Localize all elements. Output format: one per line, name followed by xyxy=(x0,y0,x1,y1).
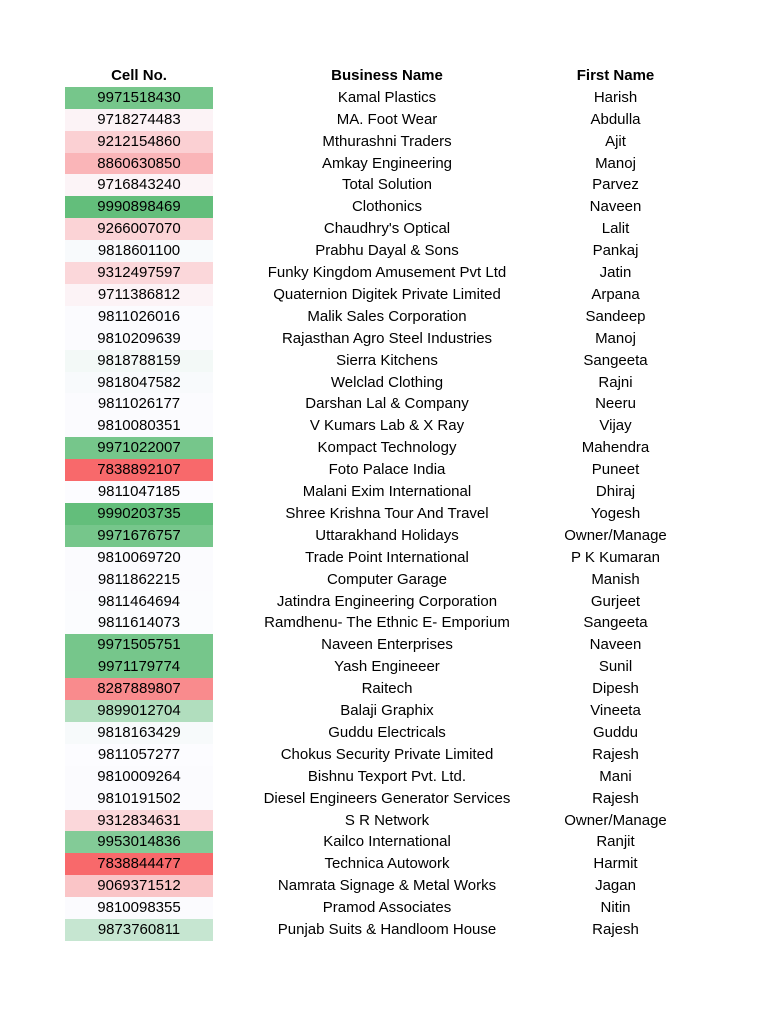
first-name: Gurjeet xyxy=(590,592,641,610)
table-row xyxy=(0,415,768,437)
cell-no: 9953014836 xyxy=(65,831,213,853)
business-name: Chokus Security Private Limited xyxy=(280,745,494,763)
table-row xyxy=(0,722,768,744)
first-name: Naveen xyxy=(589,198,642,216)
table-body xyxy=(0,87,768,947)
first-name: Sandeep xyxy=(585,307,646,325)
business-name: Trade Point International xyxy=(305,548,469,566)
business-name: Quaternion Digitek Private Limited xyxy=(273,285,501,303)
cell-no: 8860630850 xyxy=(65,153,213,175)
business-name: Bishnu Texport Pvt. Ltd. xyxy=(307,767,467,785)
business-name: Yash Engineeer xyxy=(334,658,440,676)
cell-no: 9266007070 xyxy=(65,218,213,240)
business-name: V Kumars Lab & X Ray xyxy=(309,417,465,435)
first-name: Manoj xyxy=(595,329,636,347)
cell-no: 9899012704 xyxy=(65,700,213,722)
business-name: Amkay Engineering xyxy=(321,154,453,172)
table-row xyxy=(0,612,768,634)
header-first-name: First Name xyxy=(576,67,655,84)
business-name: Kamal Plastics xyxy=(337,88,437,106)
table-row xyxy=(0,744,768,766)
business-name: Foto Palace India xyxy=(328,461,446,479)
first-name: Rajni xyxy=(598,373,633,391)
cell-no: 9716843240 xyxy=(65,174,213,196)
business-name: Malani Exim International xyxy=(302,483,472,501)
cell-no: 7838844477 xyxy=(65,853,213,875)
header-business-name: Business Name xyxy=(331,67,443,84)
table-row xyxy=(0,109,768,131)
first-name: Sangeeta xyxy=(583,614,648,632)
table-row xyxy=(0,810,768,832)
table-row xyxy=(0,131,768,153)
first-name: Puneet xyxy=(591,461,640,479)
table-row xyxy=(0,196,768,218)
table-row xyxy=(0,503,768,525)
business-name: Malik Sales Corporation xyxy=(307,307,467,325)
first-name: Pankaj xyxy=(592,242,639,260)
first-name: Rajesh xyxy=(592,921,639,939)
first-name: Arpana xyxy=(591,285,640,303)
table-row xyxy=(0,328,768,350)
cell-no: 9212154860 xyxy=(65,131,213,153)
cell-no: 9811464694 xyxy=(65,591,213,613)
table-row xyxy=(0,87,768,109)
cell-no: 9971505751 xyxy=(65,634,213,656)
business-name: Naveen Enterprises xyxy=(321,636,453,654)
cell-no: 9711386812 xyxy=(65,284,213,306)
table-row xyxy=(0,525,768,547)
table-row xyxy=(0,897,768,919)
table-row xyxy=(0,262,768,284)
table-row xyxy=(0,240,768,262)
cell-no: 9990203735 xyxy=(65,503,213,525)
business-name: Jatindra Engineering Corporation xyxy=(276,592,498,610)
first-name: Nitin xyxy=(600,899,631,917)
table-row xyxy=(0,591,768,613)
table-row xyxy=(0,919,768,941)
table-row xyxy=(0,284,768,306)
first-name: Mani xyxy=(599,767,632,785)
table-row xyxy=(0,393,768,415)
table-row xyxy=(0,481,768,503)
cell-no: 9811057277 xyxy=(65,744,213,766)
cell-no: 9811026177 xyxy=(65,393,213,415)
business-name: Mthurashni Traders xyxy=(322,132,452,150)
first-name: Guddu xyxy=(592,723,639,741)
cell-no: 9810069720 xyxy=(65,547,213,569)
business-name: Welclad Clothing xyxy=(330,373,444,391)
table-row xyxy=(0,174,768,196)
business-name: Technica Autowork xyxy=(324,855,450,873)
business-name: Balaji Graphix xyxy=(340,702,434,720)
table-row xyxy=(0,875,768,897)
table-row xyxy=(0,306,768,328)
table-row xyxy=(0,350,768,372)
table-row xyxy=(0,153,768,175)
business-name: Punjab Suits & Handloom House xyxy=(277,921,497,939)
first-name: Naveen xyxy=(589,636,642,654)
business-name: Kailco International xyxy=(323,833,451,851)
header-row xyxy=(0,65,768,87)
cell-no: 9312834631 xyxy=(65,810,213,832)
cell-no: 9971022007 xyxy=(65,437,213,459)
first-name: Rajesh xyxy=(592,789,639,807)
first-name: Rajesh xyxy=(592,745,639,763)
first-name: Jagan xyxy=(595,877,636,895)
first-name: Lalit xyxy=(601,220,630,238)
cell-no: 9810098355 xyxy=(65,897,213,919)
first-name: Harmit xyxy=(593,855,638,873)
cell-no: 9818047582 xyxy=(65,372,213,394)
cell-no: 9810191502 xyxy=(65,788,213,810)
cell-no: 9811862215 xyxy=(65,569,213,591)
first-name: P K Kumaran xyxy=(571,548,660,566)
header-cell-no: Cell No. xyxy=(111,67,167,84)
first-name: Parvez xyxy=(592,176,639,194)
business-name: Uttarakhand Holidays xyxy=(315,526,459,544)
first-name: Vineeta xyxy=(590,702,641,720)
cell-no: 9718274483 xyxy=(65,109,213,131)
cell-no: 9810209639 xyxy=(65,328,213,350)
first-name: Yogesh xyxy=(590,504,641,522)
table-row xyxy=(0,831,768,853)
table-row xyxy=(0,656,768,678)
cell-no: 8287889807 xyxy=(65,678,213,700)
cell-no: 9971179774 xyxy=(65,656,213,678)
cell-no: 9811047185 xyxy=(65,481,213,503)
first-name: Neeru xyxy=(595,395,636,413)
business-name: Computer Garage xyxy=(326,570,448,588)
business-name: Prabhu Dayal & Sons xyxy=(315,242,459,260)
business-name: Sierra Kitchens xyxy=(336,351,438,369)
first-name: Ajit xyxy=(605,132,626,150)
table-row xyxy=(0,372,768,394)
table-row xyxy=(0,218,768,240)
cell-no: 9810080351 xyxy=(65,415,213,437)
first-name: Manish xyxy=(591,570,640,588)
first-name: Mahendra xyxy=(581,439,650,457)
business-name: Chaudhry's Optical xyxy=(323,220,451,238)
first-name: Dipesh xyxy=(592,680,639,698)
business-name: Total Solution xyxy=(341,176,433,194)
first-name: Vijay xyxy=(599,417,632,435)
first-name: Manoj xyxy=(595,154,636,172)
first-name: Abdulla xyxy=(590,110,641,128)
business-name: Rajasthan Agro Steel Industries xyxy=(281,329,493,347)
table-row xyxy=(0,853,768,875)
first-name: Owner/Manage xyxy=(564,526,667,544)
business-name: Raitech xyxy=(361,680,413,698)
table-row xyxy=(0,700,768,722)
cell-no: 9818788159 xyxy=(65,350,213,372)
cell-no: 9818601100 xyxy=(65,240,213,262)
business-name: S R Network xyxy=(344,811,430,829)
first-name: Sunil xyxy=(598,658,633,676)
business-name: Funky Kingdom Amusement Pvt Ltd xyxy=(267,264,507,282)
table-row xyxy=(0,547,768,569)
cell-no: 9811614073 xyxy=(65,612,213,634)
table-row xyxy=(0,678,768,700)
cell-no: 9069371512 xyxy=(65,875,213,897)
table-row xyxy=(0,569,768,591)
business-name: MA. Foot Wear xyxy=(336,110,438,128)
business-name: Namrata Signage & Metal Works xyxy=(277,877,497,895)
first-name: Dhiraj xyxy=(595,483,636,501)
table-row xyxy=(0,634,768,656)
table-row xyxy=(0,766,768,788)
business-name: Darshan Lal & Company xyxy=(305,395,469,413)
table-row xyxy=(0,788,768,810)
cell-no: 7838892107 xyxy=(65,459,213,481)
cell-no: 9873760811 xyxy=(65,919,213,941)
business-name: Diesel Engineers Generator Services xyxy=(263,789,511,807)
business-name: Shree Krishna Tour And Travel xyxy=(285,504,489,522)
cell-no: 9312497597 xyxy=(65,262,213,284)
first-name: Owner/Manage xyxy=(564,811,667,829)
business-name: Guddu Electricals xyxy=(328,723,446,741)
business-name: Clothonics xyxy=(351,198,423,216)
business-name: Pramod Associates xyxy=(322,899,452,917)
first-name: Harish xyxy=(593,88,638,106)
table-row xyxy=(0,459,768,481)
cell-no: 9971676757 xyxy=(65,525,213,547)
first-name: Sangeeta xyxy=(583,351,648,369)
cell-no: 9810009264 xyxy=(65,766,213,788)
cell-no: 9811026016 xyxy=(65,306,213,328)
table-row xyxy=(0,437,768,459)
cell-no: 9971518430 xyxy=(65,87,213,109)
business-name: Ramdhenu- The Ethnic E- Emporium xyxy=(264,614,510,632)
first-name: Ranjit xyxy=(596,833,635,851)
cell-no: 9990898469 xyxy=(65,196,213,218)
first-name: Jatin xyxy=(599,264,632,282)
cell-no: 9818163429 xyxy=(65,722,213,744)
business-name: Kompact Technology xyxy=(317,439,457,457)
